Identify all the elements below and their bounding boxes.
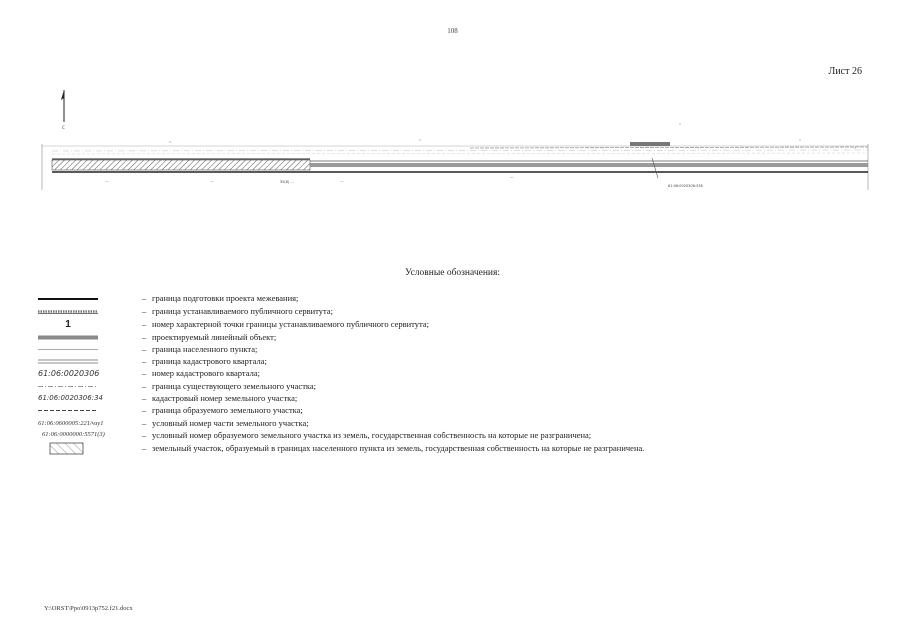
legend-dash: – <box>142 356 147 366</box>
legend-row <box>38 367 898 380</box>
sheet-label: Лист 26 <box>828 66 862 77</box>
legend-text: земельный участок, образуемый в границах населенного пункта из земель, государственная собственность на которые не разграничена. <box>152 443 645 453</box>
svg-text:—: — <box>510 175 514 179</box>
legend-text: граница образуемого земельного участка; <box>152 405 303 415</box>
legend-text: граница кадастрового квартала; <box>152 356 267 366</box>
legend-text: граница устанавливаемого публичного сервитута; <box>152 306 333 316</box>
svg-text:—: — <box>340 179 344 183</box>
legend-text: номер характерной точки границы устанавливаемого публичного сервитута; <box>152 319 429 329</box>
legend-title: Условные обозначения: <box>404 268 500 278</box>
legend-symbol-part-number: 61:06:0600005:221/чзу1 <box>38 420 104 427</box>
legend-dash: – <box>142 443 147 453</box>
legend-text: кадастровый номер земельного участка; <box>152 393 298 403</box>
legend-text: проектируемый линейный объект; <box>152 332 277 342</box>
legend-text: условный номер образуемого земельного участка из земель, государственная собственность на которые не разграничена; <box>152 430 592 440</box>
page-number: 108 <box>447 27 458 35</box>
legend-symbol-cadastral-number: 61:06:0020306:34 <box>38 394 103 402</box>
linear-object-band <box>310 163 868 167</box>
legend-dash: – <box>142 306 147 316</box>
legend-row <box>38 429 898 442</box>
legend-symbol-hatched-box <box>38 442 98 455</box>
legend-text: условный номер части земельного участка; <box>152 418 309 428</box>
map-label-cadastral: 61:06:0020306:338 <box>668 184 703 188</box>
legend-dash: – <box>142 293 147 303</box>
quarter-boundary <box>52 150 868 151</box>
svg-text:—: — <box>105 179 109 183</box>
legend-text: граница подготовки проекта межевания; <box>152 293 299 303</box>
legend-symbol-new-parcel-number: 61:06:0000000:5571(3) <box>42 431 105 438</box>
legend-symbol-quarter-number: 61:06:0020306 <box>38 369 100 378</box>
svg-text:—: — <box>210 179 214 183</box>
legend-row <box>38 404 898 417</box>
legend-row <box>38 292 898 305</box>
legend-dash: – <box>142 393 147 403</box>
legend-dash: – <box>142 405 147 415</box>
legend-row <box>38 318 898 331</box>
map-label-parcel: ЗУ(6) ... <box>280 180 294 184</box>
legend-dash: – <box>142 381 147 391</box>
cadastral-map <box>40 88 870 204</box>
legend-dash: – <box>142 418 147 428</box>
legend-text: номер кадастрового квартала; <box>152 368 260 378</box>
footer-file-path: Y:\ORST\Ppo\0913p752.f21.docx <box>44 605 133 612</box>
legend-row <box>38 305 898 318</box>
legend-symbol-number: 1 <box>65 319 71 330</box>
hatched-parcel <box>52 160 310 170</box>
legend-text: граница населенного пункта; <box>152 344 258 354</box>
legend-dash: – <box>142 344 147 354</box>
legend-row <box>38 442 898 455</box>
legend-symbol-thick-line <box>38 292 98 305</box>
legend-dash: – <box>142 430 147 440</box>
legend-dash: – <box>142 319 147 329</box>
north-arrow-icon <box>61 90 65 130</box>
legend-dash: – <box>142 368 147 378</box>
legend-symbol-dashed-line <box>38 404 98 417</box>
legend-symbol-dotted-band <box>38 305 98 318</box>
legend-text: граница существующего земельного участка; <box>152 381 317 391</box>
svg-text:С: С <box>62 125 65 130</box>
legend-dash: – <box>142 332 147 342</box>
